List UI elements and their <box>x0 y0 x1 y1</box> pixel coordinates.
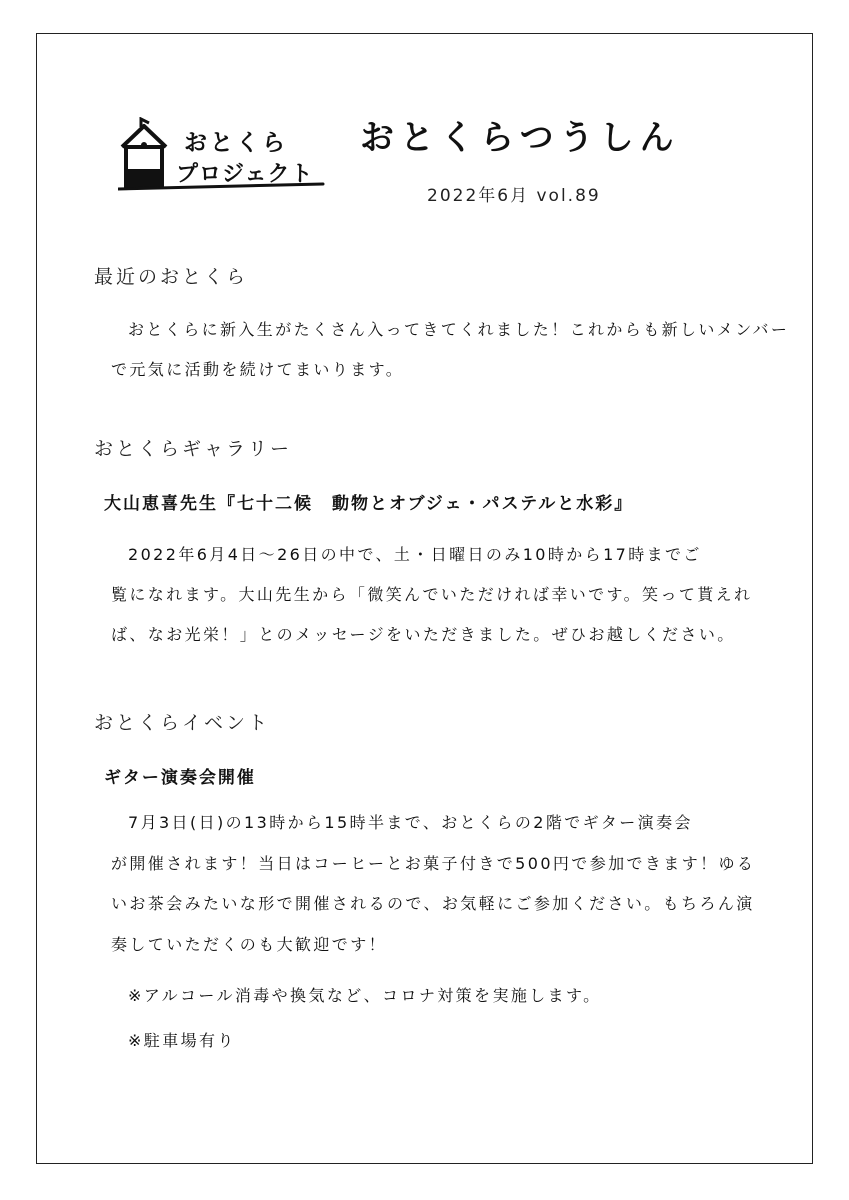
event-line: いお茶会みたいな形で開催されるので、お気軽にご参加ください。もちろん演 <box>111 894 755 913</box>
svg-text:おとくら: おとくら <box>184 130 288 156</box>
gallery-exhibition-title: 大山恵喜先生『七十二候 動物とオブジェ・パステルと水彩』 <box>104 494 634 514</box>
gallery-line: ば、なお光栄！」とのメッセージをいただきました。ぜひお越しください。 <box>111 625 736 644</box>
issue-date: 2022年6月 vol.89 <box>427 186 601 206</box>
event-heading: おとくらイベント <box>94 712 271 734</box>
news-heading: 最近のおとくら <box>94 266 249 288</box>
newsletter-title: おとくらつうしん <box>360 118 680 158</box>
event-line: 7月3日(日)の13時から15時半まで、おとくらの2階でギター演奏会 <box>128 813 693 832</box>
news-line: おとくらに新入生がたくさん入ってきてくれました！これからも新しいメンバー <box>128 320 790 339</box>
event-line: が開催されます！当日はコーヒーとお菓子付きで500円で参加できます！ゆる <box>111 854 756 873</box>
event-title: ギター演奏会開催 <box>104 768 256 788</box>
event-line: 奏していただくのも大歓迎です！ <box>111 935 388 954</box>
otokura-project-logo <box>118 117 328 195</box>
svg-text:プロジェクト: プロジェクト <box>176 162 314 187</box>
gallery-line: 覧になれます。大山先生から「微笑んでいただければ幸いです。笑って貰えれ <box>111 585 753 604</box>
gallery-line: 2022年6月4日～26日の中で、土・日曜日のみ10時から17時までご <box>128 545 702 564</box>
news-line: で元気に活動を続けてまいります。 <box>111 360 405 379</box>
event-note: ※駐車場有り <box>128 1031 236 1050</box>
gallery-heading: おとくらギャラリー <box>94 438 293 460</box>
event-note: ※アルコール消毒や換気など、コロナ対策を実施します。 <box>128 986 602 1005</box>
